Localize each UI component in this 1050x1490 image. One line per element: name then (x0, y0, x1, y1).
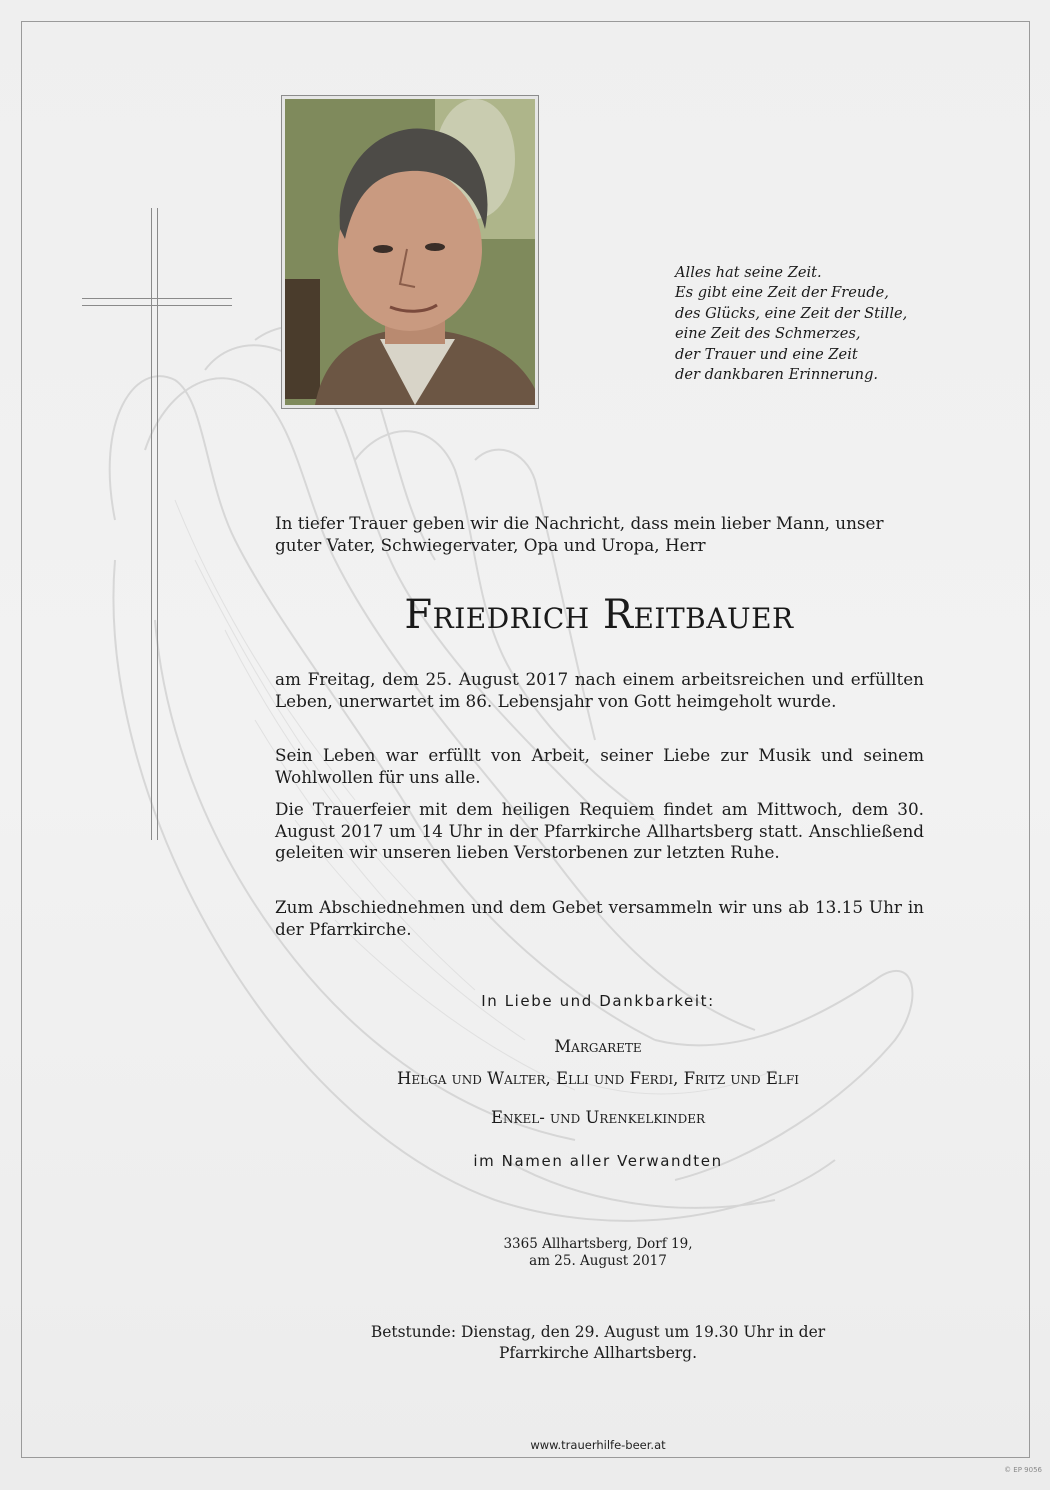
poem (675, 263, 945, 385)
cross-icon-bar (82, 298, 232, 299)
closing-line: In Liebe und Dankbarkeit: (481, 992, 715, 1010)
poem-line: Alles hat seine Zeit. (675, 264, 822, 281)
family-line: Margarete (554, 1037, 642, 1056)
farewell-paragraph: Zum Abschiednehmen und dem Gebet versammeln wir uns ab 13.15 Uhr in der Pfarrkirche. (275, 897, 924, 939)
poem-line: des Glücks, eine Zeit der Stille, (675, 304, 908, 322)
poem-line: Es gibt eine Zeit der Freude, (675, 284, 889, 302)
address: 3365 Allhartsberg, Dorf 19, (503, 1236, 693, 1252)
cross-icon-bar (82, 305, 232, 306)
family-line: Helga und Walter, Elli und Ferdi, Fritz und Elfi (397, 1069, 799, 1088)
date: am 25. August 2017 (529, 1253, 667, 1269)
website-link[interactable]: www.trauerhilfe-beer.at (530, 1438, 666, 1452)
portrait-frame (281, 95, 539, 409)
praying-hands-image (55, 300, 955, 1280)
life-paragraph: Sein Leben war erfüllt von Arbeit, seiner Liebe zur Musik und seinem Wohlwollen für uns alle. (275, 745, 924, 787)
prayer-line: Pfarrkirche Allhartsberg. (498, 1344, 698, 1362)
relatives-line: im Namen aller Verwandten (473, 1152, 723, 1170)
poem-line: eine Zeit des Schmerzes, (675, 325, 861, 343)
family-line: Enkel- und Urenkelkinder (490, 1108, 706, 1127)
poem-line: der dankbaren Erinnerung. (675, 366, 879, 384)
place-date (0, 1236, 1050, 1270)
cross-icon-line (157, 208, 158, 840)
intro-text: In tiefer Trauer geben wir die Nachricht, dass mein lieber Mann, unser guter Vater, Schwiegervater, Opa und Uropa, Herr (275, 513, 884, 555)
cross-icon (151, 208, 152, 840)
funeral-paragraph: Die Trauerfeier mit dem heiligen Requiem findet am Mittwoch, dem 30. August 2017 um 14 Uhr in der Pfarrkirche Allhartsberg statt. Anschließend geleiten wir unseren lieben Verstorbenen zur letzten Ruhe. (275, 799, 924, 862)
poem-line: der Trauer und eine Zeit (675, 345, 858, 363)
portrait-photo (285, 99, 535, 405)
copyright-note: © EP 9056 (1004, 1466, 1042, 1474)
prayer-line: Betstunde: Dienstag, den 29. August um 19.30 Uhr in der (370, 1323, 826, 1341)
death-notice-paragraph: am Freitag, dem 25. August 2017 nach einem arbeitsreichen und erfüllten Leben, unerwartet im 86. Lebensjahr von Gott heimgeholt wurde. (275, 669, 924, 711)
prayer-hour (0, 1322, 1050, 1364)
deceased-name: Friedrich Reitbauer (404, 592, 794, 638)
